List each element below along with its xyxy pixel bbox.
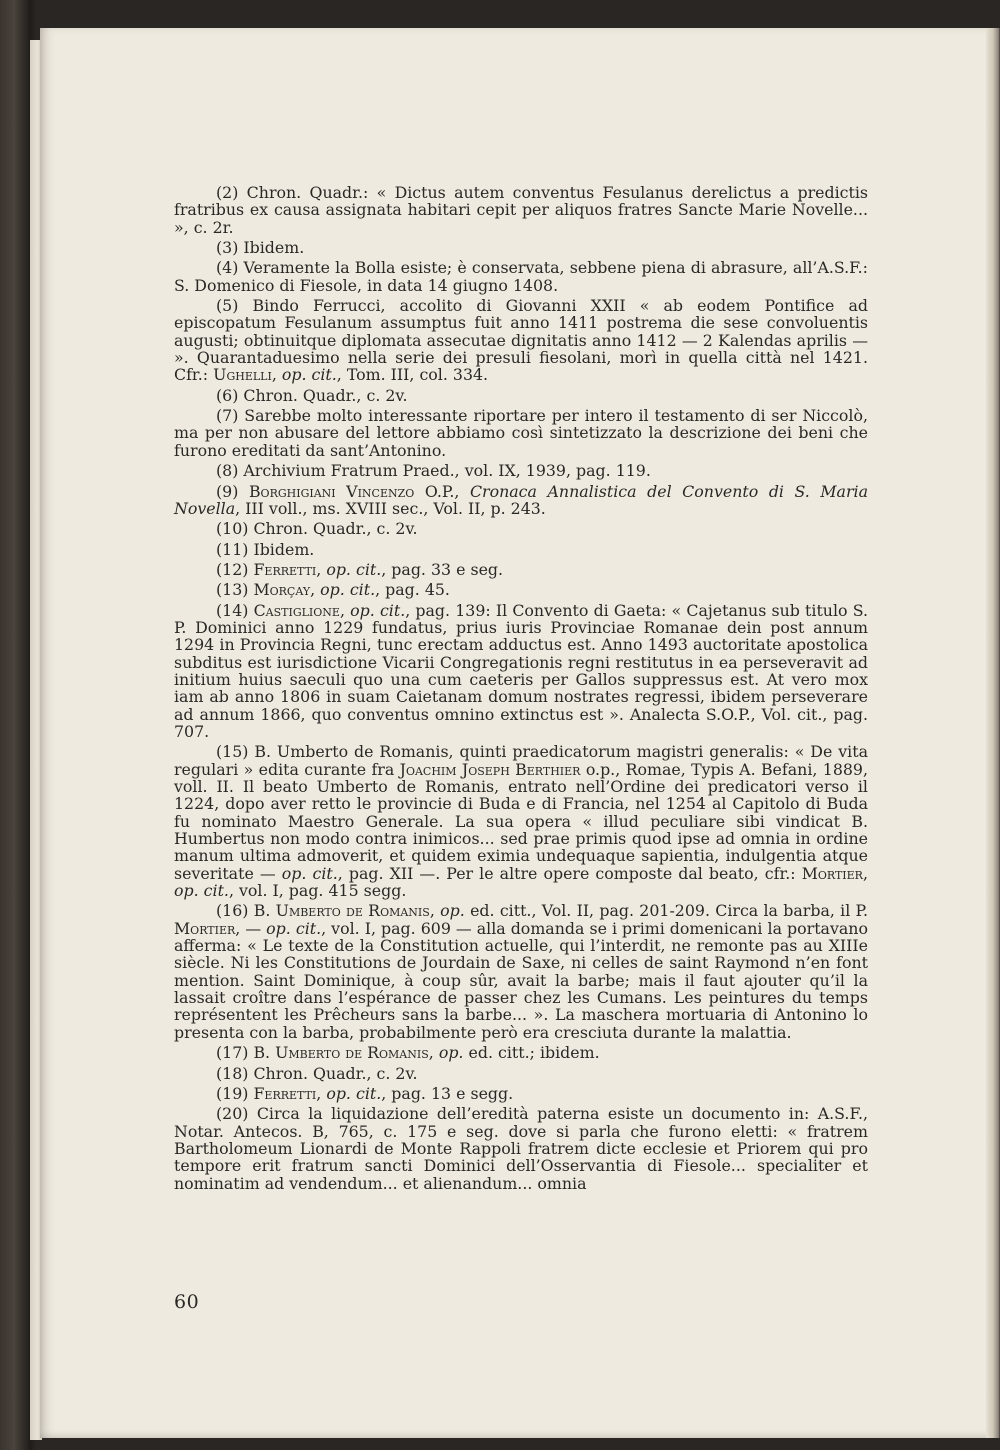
footnote-8: (8) Archivium Fratrum Praed., vol. IX, 1939, pag. 119.: [216, 461, 651, 481]
footnote-5: (5) Bindo Ferrucci, accolito di Giovanni XXII « ab eodem Pontifice ad episcopatum Fesulanum assumptus fuit anno 1411 postrema die sese convoluentis augusti; obtinuitque diplomata assecutae dignitatis anno 1412 — 2 Kalendas aprilis — ». Quarantaduesimo nella serie dei presuli fiesolani, morì in quella città nel 1421. Cfr.: Ughelli, op. cit., Tom. III, col. 334.: [174, 296, 868, 385]
footnote-17: (17) B. Umberto de Romanis, op. ed. citt.; ibidem.: [216, 1043, 600, 1063]
page-fore-edge: [986, 28, 1000, 1438]
footnote-16: (16) B. Umberto de Romanis, op. ed. citt., Vol. II, pag. 201-209. Circa la barba, il P. Mortier, — op. cit., vol. I, pag. 609 — alla domanda se i primi domenicani la portavano afferma: « Le texte de la Constitution actuelle, qui l’interdit, ne remonte pas au XIIIe siècle. Ni les Constitutions de Jourdain de Saxe, ni celles de saint Raymond n’en font mention. Saint Dominique, à coup sûr, avait la barbe; mais il faut ajouter qu’il la lassait croître dans l’espérance de passer chez les Cumans. Les peintures du temps représentent les Prêcheurs sans la barbe... ». La maschera mortuaria di Antonino lo presenta con la barba, probabilmente però era cresciuta durante la malattia.: [174, 901, 868, 1042]
footnotes-block: [174, 184, 868, 1195]
footnote-9: (9) Borghigiani Vincenzo O.P., Cronaca Annalistica del Convento di S. Maria Novella, III voll., ms. XVIII sec., Vol. II, p. 243.: [174, 481, 868, 518]
footnote-10: (10) Chron. Quadr., c. 2v.: [216, 519, 418, 539]
footnote-12: (12) Ferretti, op. cit., pag. 33 e seg.: [216, 559, 504, 579]
footnote-13: (13) Morçay, op. cit., pag. 45.: [216, 580, 450, 600]
footnote-20: (20) Circa la liquidazione dell’eredità paterna esiste un documento in: A.S.F., Notar. Antecos. B, 765, c. 175 e seg. dove si parla che furono eletti: « fratrem Bartholomeum Lionardi de Monte Rappoli fratrem dicte ecclesie et Priorem qui pro tempore erit fratrum sancti Dominici dell’Osservantia di Fiesole... specialiter et nominatim ad vendendum... et alienandum... omnia: [174, 1104, 868, 1193]
footnote-4: (4) Veramente la Bolla esiste; è conservata, sebbene piena di abrasure, all’A.S.F.: S. Domenico di Fiesole, in data 14 giugno 1408.: [174, 258, 868, 295]
page-number: 60: [174, 1291, 200, 1313]
footnote-7: (7) Sarebbe molto interessante riportare per intero il testamento di ser Niccolò, ma per non abusare del lettore abbiamo così sintetizzato la descrizione dei beni che furono ereditati da sant’Antonino.: [174, 406, 868, 460]
footnote-14: (14) Castiglione, op. cit., pag. 139: Il Convento di Gaeta: « Cajetanus sub titulo S. P. Dominici anno 1229 fundatus, prius iuris Provinciae Romanae dein post annum 1294 in Provincia Regni, tunc erectam adductus est. Anno 1493 auctoritate apostolica subditus est iurisdictione Vicarii Congregationis regni restitutus in ea perseveravit ad initium huius saeculi quo una cum caeteris per Gallos suppressus est. At vero mox iam ab anno 1806 in suam Caietanam domum nostrates regressi, ibidem perseverare ad annum 1866, quo conventus omnino extinctus est ». Analecta S.O.P., Vol. cit., pag. 707.: [174, 600, 868, 741]
footnote-15: (15) B. Umberto de Romanis, quinti praedicatorum magistri generalis: « De vita regulari » edita curante fra Joachim Joseph Berthier o.p., Romae, Typis A. Befani, 1889, voll. II. Il beato Umberto de Romanis, entrato nell’Ordine dei predicatori verso il 1224, dopo aver retto le provincie di Buda e di Francia, nel 1254 al Capitolo di Buda fu nominato Maestro Generale. La sua opera « illud peculiare sibi vindicat B. Humbertus non modo contra inimicos... sed prae primis quod ipse ad omnia in ordine manum ultima admoverit, et quidem eximia undequaque sapientia, indulgentia atque severitate — op. cit., pag. XII —. Per le altre opere composte dal beato, cfr.: Mortier, op. cit., vol. I, pag. 415 segg.: [174, 742, 868, 901]
footnote-19: (19) Ferretti, op. cit., pag. 13 e segg.: [216, 1083, 514, 1103]
footnote-6: (6) Chron. Quadr., c. 2v.: [216, 385, 408, 405]
footnote-11: (11) Ibidem.: [216, 539, 315, 559]
footnote-3: (3) Ibidem.: [216, 238, 305, 258]
footnote-18: (18) Chron. Quadr., c. 2v.: [216, 1063, 418, 1083]
footnote-2: (2) Chron. Quadr.: « Dictus autem conventus Fesulanus derelictus a predictis fratribus ex causa assignata habitari cepit per aliquos fratres Sancte Marie Novelle... », c. 2r.: [174, 183, 868, 237]
